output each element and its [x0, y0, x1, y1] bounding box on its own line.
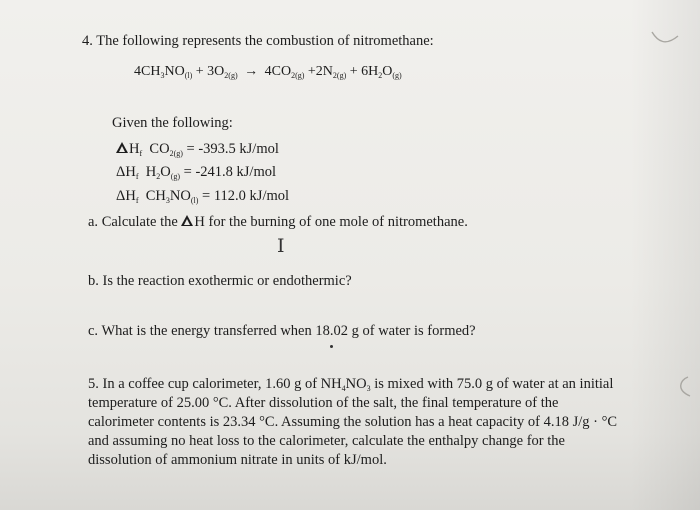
reaction-arrow: →	[244, 64, 259, 79]
delta-symbol: Δ	[116, 188, 126, 204]
given-ch3no2: $\Delta H_f$ $CH_3NO_{(l)} = 112.0$ kJ/mol	[116, 188, 290, 205]
check-mark-icon	[668, 374, 694, 400]
check-mark-icon	[650, 28, 680, 50]
delta-symbol-icon	[116, 142, 128, 153]
combustion-equation: $4CH_3NO_{(l)} + 3O_{2(g)} \to 4CO_{2(g)} +2N_{2(g)} + 6H_2O_{(g)}$	[134, 64, 402, 80]
q4b: b. Is the reaction exothermic or endothermic?	[88, 273, 352, 289]
q4-number: 4.	[82, 33, 93, 49]
given-co2: $H_f$ $CO_{2(g)} = -393.5$ kJ/mol	[116, 141, 279, 158]
delta-symbol: Δ	[116, 164, 126, 180]
q5-number: 5.	[88, 376, 99, 392]
q4c: c. What is the energy transferred when 18.02 g of water is formed?	[88, 323, 476, 339]
given-h2o: $\Delta H_f$ $H_2O_{(g)} = -241.8$ kJ/mol	[116, 164, 277, 181]
q5-line-3: calorimeter contents is 23.34 °C. Assuming the solution has a heat capacity of 4.18 J/g · °C	[88, 414, 618, 430]
q5-line-2: temperature of 25.00 °C. After dissolution of the salt, the final temperature of the	[88, 395, 559, 411]
q5-line-5: dissolution of ammonium nitrate in units of kJ/mol.	[88, 452, 387, 468]
q5-line-4: and assuming no heat loss to the calorimeter, calculate the enthalpy change for the	[88, 433, 565, 449]
pencil-dot	[330, 345, 333, 348]
text-cursor-icon: I	[277, 235, 285, 257]
delta-symbol-icon	[181, 215, 193, 226]
q4-prompt-text: The following represents the combustion of nitromethane:	[96, 33, 434, 49]
q4a: a. Calculate the H for the burning of one mole of nitromethane.	[88, 214, 468, 230]
q5-line-1: 5. In a coffee cup calorimeter, 1.60 g of $NH_4NO_3$ is mixed with 75.0 g of water at an initial	[88, 376, 614, 393]
given-header: Given the following:	[112, 115, 233, 131]
q4-prompt	[82, 33, 434, 50]
